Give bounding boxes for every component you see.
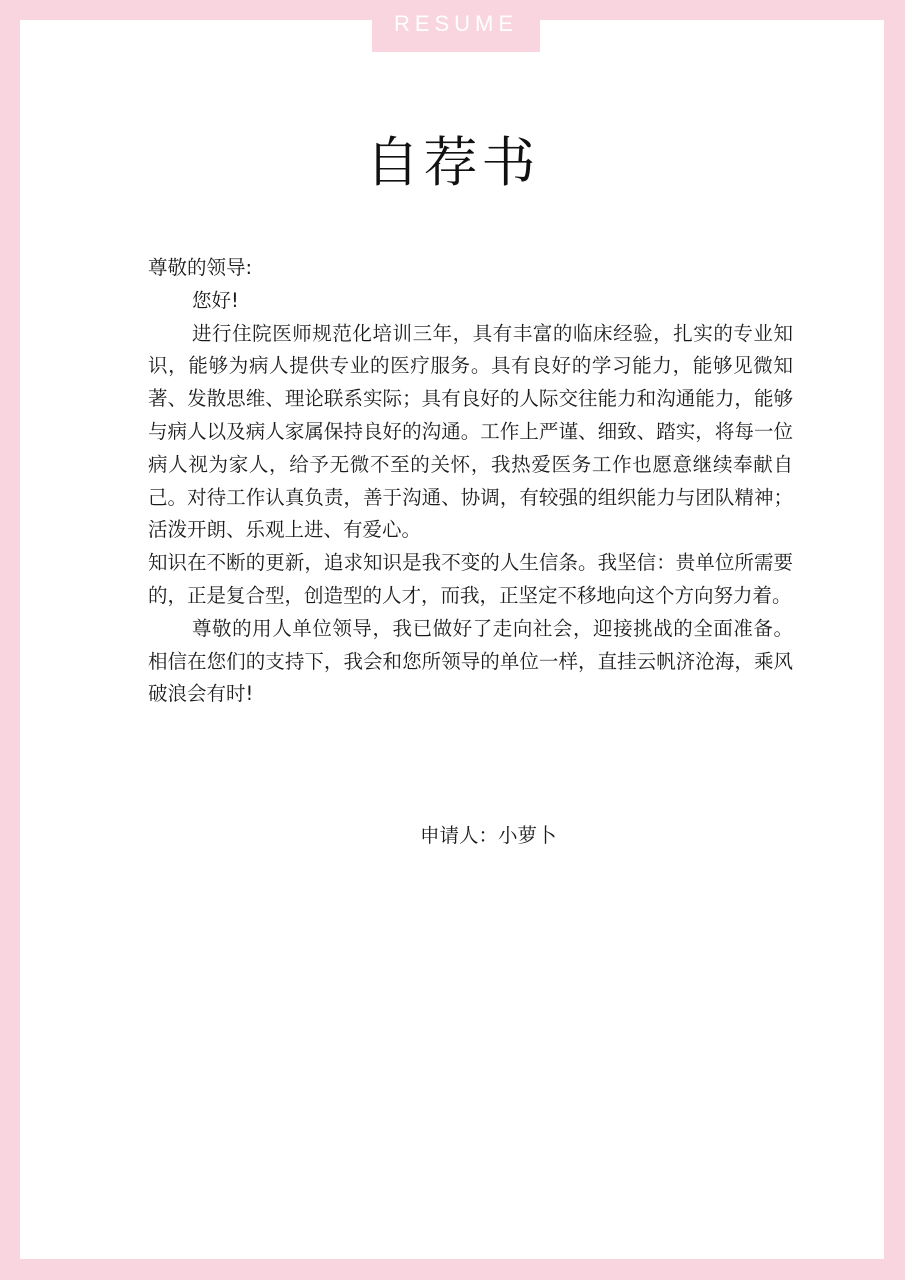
greeting: 您好!	[192, 288, 239, 312]
cover-letter-body	[148, 252, 793, 711]
paragraph-experience: 进行住院医师规范化培训三年，具有丰富的临床经验，扎实的专业知识，能够为病人提供专业的医疗服务。具有良好的学习能力，能够见微知著、发散思维、理论联系实际；具有良好的人际交往能力和沟通能力，能够与病人以及病人家属保持良好的沟通。工作上严谨、细致、踏实，将每一位病人视为家人，给予无微不至的关怀，我热爱医务工作也愿意继续奉献自己。对待工作认真负责，善于沟通、协调，有较强的组织能力与团队精神；活泼开朗、乐观上进、有爱心。	[148, 321, 793, 542]
resume-tab-label: RESUME	[372, 0, 540, 52]
paragraph-knowledge: 知识在不断的更新，追求知识是我不变的人生信条。我坚信：贵单位所需要的，正是复合型，创造型的人才，而我，正坚定不移地向这个方向努力着。	[148, 551, 793, 607]
applicant-signature: 申请人：小萝卜	[420, 824, 557, 847]
document-title: 自荐书	[365, 131, 540, 194]
salutation: 尊敬的领导:	[148, 256, 253, 279]
paragraph-closing: 尊敬的用人单位领导，我已做好了走向社会，迎接挑战的全面准备。相信在您们的支持下，我会和您所领导的单位一样，直挂云帆济沧海，乘风破浪会有时!	[148, 616, 793, 706]
